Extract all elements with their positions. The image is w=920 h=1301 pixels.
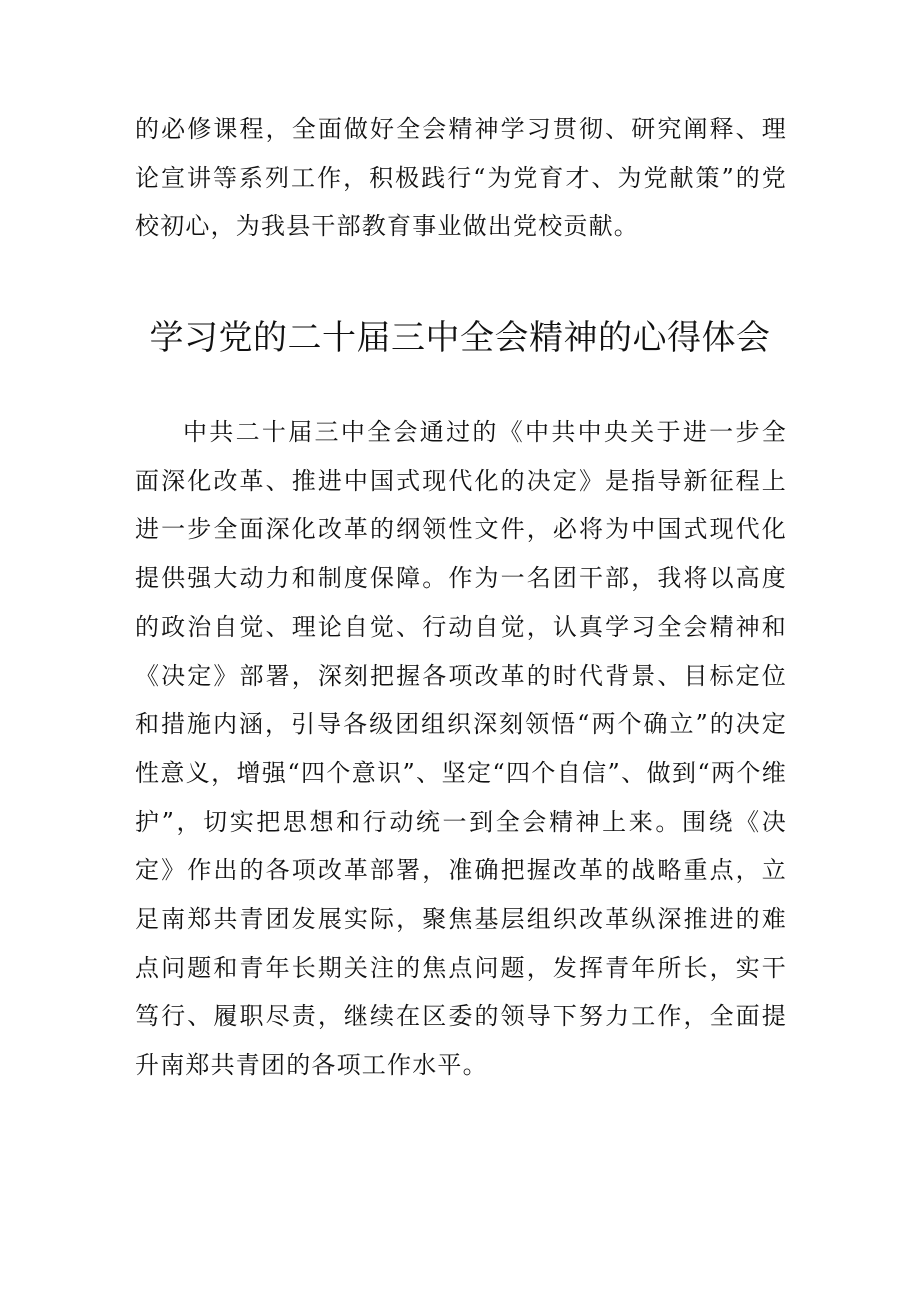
essay-title: 学习党的二十届三中全会精神的心得体会 [149,318,771,358]
continuation-paragraph: 的必修课程，全面做好全会精神学习贯彻、研究阐释、理论宣讲等系列工作，积极践行“为党育才、为党献策”的党校初心，为我县干部教育事业做出党校贡献。 [135,115,787,241]
body-paragraph: 中共二十届三中全会通过的《中共中央关于进一步全面深化改革、推进中国式现代化的决定》是指导新征程上进一步全面深化改革的纲领性文件，必将为中国式现代化提供强大动力和制度保障。作为一名团干部，我将以高度的政治自觉、理论自觉、行动自觉，认真学习全会精神和《决定》部署，深刻把握各项改革的时代背景、目标定位和措施内涵，引导各级团组织深刻领悟“两个确立”的决定性意义，增强“四个意识”、坚定“四个自信”、做到“两个维护”，切实把思想和行动统一到全会精神上来。围绕《决定》作出的各项改革部署，准确把握改革的战略重点，立足南郑共青团发展实际，聚焦基层组织改革纵深推进的难点问题和青年长期关注的焦点问题，发挥青年所长，实干笃行、履职尽责，继续在区委的领导下努力工作，全面提升南郑共青团的各项工作水平。 [135,418,787,1080]
